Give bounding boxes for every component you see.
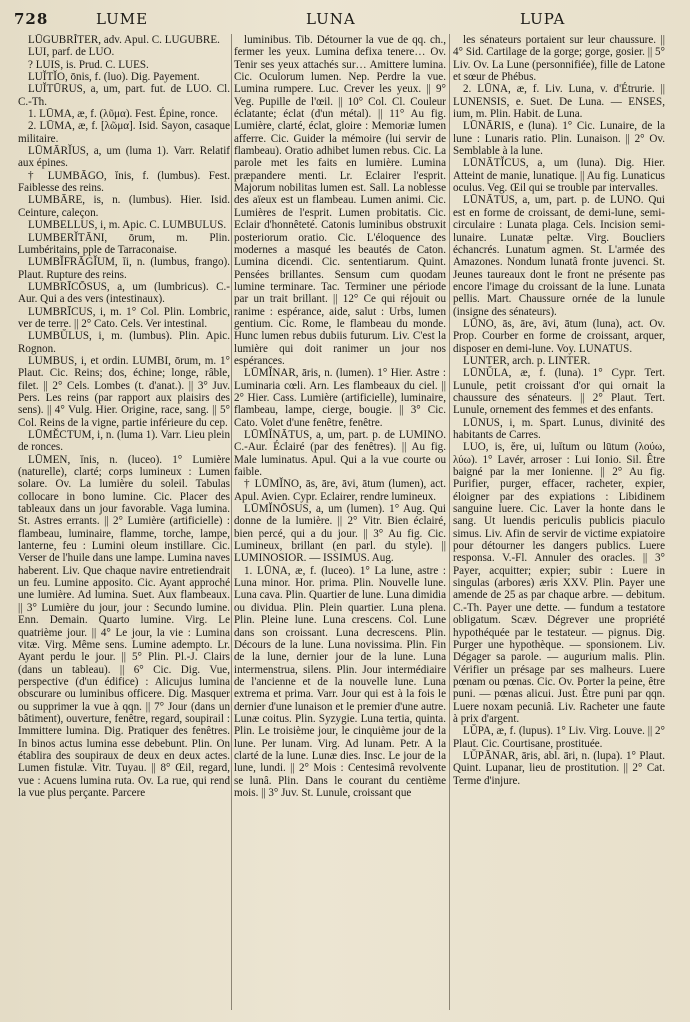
column-divider [449, 34, 450, 1010]
entry-luna-2: 2. LŪNA, æ, f. Liv. Luna, v. d'Étrurie. || LUNENSIS, e. Suet. De Luna. — ENSES, ium, m. Plin. Habit. de Luna. [453, 83, 665, 121]
entry-luitio: LUĬTĬO, ōnis, f. (luo). Dig. Payement. [28, 71, 200, 84]
entry-luno: LŪNO, ās, āre, āvi, ātum (luna), act. Ov. Prop. Courber en forme de croissant, arquer, disposer en demi-lune. Voy. LUNATUS. [453, 317, 665, 355]
entry-luis: ? LUIS, is. Prud. C. LUES. [28, 58, 149, 71]
guide-word-left: LUME [96, 10, 149, 28]
entry-lunatus: LŪNĀTUS, a, um, part. p. de LUNO. Qui est en forme de croissant, de demi-lune, semi-circulaire : Lunata plaga. Cels. Incision semi-lunaire. Lunatæ peltæ. Virg. Boucliers échancrés. Lunatum agmen. St. L'armée des Amazones. Nondum lunatâ fronte juvenci. St. Jeunes taureaux dont le front ne présente pas encore l'image du croissant de la lune. Lunata pellis. Mart. Chaussure ornée de la lunule (insigne des sénateurs). [453, 194, 665, 318]
entry-lumen-continued: luminibus. Tib. Détourner la vue de qq. ch., fermer les yeux. Lumina defixa tenere… Ov. Tenir ses yeux attachés sur… Amittere lumina. Cic. Oculorum lumen. Nep. Perdre la vue. Lumina rumpere. Luc. Crever les yeux. || 9° Veg. Pupille de l'œil. || 10° Col. Cl. Couleur éclatante; éclat (d'un métal). || 11° Au fig. Lumière, clarté, éclat, gloire : Memoriæ lumen afferre. Cic. Guider la mémoire (lui servir de flambeau). Oratio adhibet lumen rebus. Cic. La parole met les faits en lumière. Lumina præpandere menti. Lr. Eclairer l'esprit. Majorum nobilitas lumen est. Sall. La noblesse des aïeux est un flambeau. Lumen animi. Cic. Lumières de l'esprit. Lumen probitatis. Cic. Eclair d'honnêteté. Catonis luminibus obstruxit posteriorum oratio. Cic. L'éloquence des modernes a masqué les beautés de Caton. Lumina dicendi. Cic. sententiarum. Quint. Pensées brillantes. Sensum cum quodam lumine terminare. Tac. Terminer une période par un trait brillant. || 12° Ce qui réjouit ou ranime : espérance, aide, salut : Urbs, lumen gentium. Cic. Rome, le flambeau du monde. Hunc lumen rebus dubiis futurum. Liv. C'est la lumière qui doit ranimer un jour nos espérances. [234, 34, 446, 367]
entry-lumbifragium: LUMBĬFRĀGĬUM, ĭi, n. (lumbus, frango). Plaut. Rupture des reins. [18, 256, 230, 281]
entry-lupa: LŬPA, æ, f. (lupus). 1° Liv. Virg. Louve. || 2° Plaut. Cic. Courtisane, prostituée. [453, 725, 665, 750]
entry-luminar: LŪMĬNAR, āris, n. (lumen). 1° Hier. Astre : Luminaria cœli. Arn. Les flambeaux du ciel. || 2° Hier. Cass. Lumière (artificielle), luminaire, flambeau, lampe, cierge, bougie. || 3° Cic. Cato. Volet d'une fenêtre, fenêtre. [234, 367, 446, 429]
entry-lumbricosus: LUMBRĪCŌSUS, a, um (lumbricus). C.-Aur. Qui a des vers (intestinaux). [18, 280, 230, 306]
guide-word-right: LUPA [520, 10, 566, 28]
entry-lupanar: LŬPĀNAR, āris, abl. āri, n. (lupa). 1° Plaut. Quint. Lupanar, lieu de prostitution. || 2° Cat. Terme d'injure. [453, 749, 665, 787]
entry-lunaris: LŪNĀRIS, e (luna). 1° Cic. Lunaire, de la lune : Lunaris ratio. Plin. Lunaison. || 2° Ov. Semblable à la lune. [453, 120, 665, 158]
entry-lunter: LUNTER, arch. p. LINTER. [463, 354, 591, 367]
entry-lumino: † LŪMĬNO, ās, āre, āvi, ātum (lumen), act. Apul. Avien. Cypr. Eclairer, rendre lumineux. [234, 478, 446, 503]
column-middle [234, 34, 446, 1016]
entry-lunus: LŪNUS, i, m. Spart. Lunus, divinité des habitants de Carres. [453, 416, 665, 441]
entry-lumbricus: LUMBRĪCUS, i, m. 1° Col. Plin. Lombric, ver de terre. || 2° Cato. Cels. Ver intestinal. [18, 305, 230, 330]
guide-word-center: LUNA [306, 10, 356, 28]
entry-lunaticus: LŪNĀTĬCUS, a, um (luna). Dig. Hier. Atteint de manie, lunatique. || Au fig. Lunaticus oculus. Veg. Œil qui se trouble par intervalles. [453, 157, 665, 195]
entry-luminatus: LŪMĬNĀTUS, a, um, part. p. de LUMINO. C.-Aur. Éclairé (par des fenêtres). || Au fig. Male luminatus. Apul. Qui a la vue courte ou faible. [234, 429, 446, 479]
column-left [18, 34, 230, 1016]
running-header [0, 0, 690, 30]
entry-luma-2: 2. LŪMA, æ, f. [λῶμα]. Isid. Sayon, casaque militaire. [18, 120, 230, 145]
entry-lugubriter: LŪGUBRĬTER, adv. Apul. C. LUGUBRE. [28, 34, 220, 46]
entry-luminosus: LŪMĬNŌSUS, a, um (lumen). 1° Aug. Qui donne de la lumière. || 2° Vitr. Bien éclairé, bien percé, qui a du jour. || 3° Au fig. Cic. Lumineux, brillant (en parl. du style). || LUMINOSIOR. — ISSIMUS. Aug. [234, 503, 446, 565]
entry-lunula: LŪNŬLA, æ, f. (luna). 1° Cypr. Tert. Lunule, petit croissant d'or qui ornait la chaussure des sénateurs. || 2° Plaut. Tert. Lunule, ornement des femmes et des enfants. [453, 367, 665, 417]
entry-luna-1-continued: les sénateurs portaient sur leur chaussure. || 4° Sid. Cartilage de la gorge; gorge, gosier. || 5° Liv. Ov. La Lune (personnifiée), fille de Latone et sœur de Phébus. [453, 34, 665, 84]
entry-lumberitani: LUMBERĬTĀNI, ōrum, m. Plin. Lumbéritains, pple de Tarraconaise. [18, 231, 230, 256]
column-divider [231, 34, 232, 1010]
entry-luma-1: 1. LŪMA, æ, f. (λῦμα). Fest. Épine, ronce. [28, 108, 218, 121]
entry-luna-1: 1. LŪNA, æ, f. (luceo). 1° La lune, astre : Luna minor. Hor. prima. Plin. Nouvelle lune. Luna cava. Plin. Quartier de lune. Luna dimidia ou dividua. Plin. Plein quartier. Luna plena. Plin. Pleine lune. Luna crescens. Col. Lune dans son croissant. Luna decrescens. Plin. Décours de la lune. Luna novissima. Plin. Fin de la lune, dernier jour de la lune. Luna intermenstrua, silens. Plin. Jour intermédiaire de l'ancienne et de la nouvelle lune. Luna extrema et prima. Varr. Jour qui est à la fois le dernier d'une lunaison et le premier d'une autre. Lunæ coitus. Plin. Syzygie. Luna tertia, quinta. Plin. Le troisième jour, le cinquième jour de la lune. Per lunam. Virg. Ad lunam. Petr. A la clarté de la lune. Lunæ dies. Insc. Le jour de la lune, lundi. || 2° Mois : Centesimâ revolvente se lunâ. Plin. Dans le courant du centième mois. || 3° Juv. St. Lunule, croissant que [234, 564, 446, 799]
entry-lumbulus: LUMBŬLUS, i, m. (lumbus). Plin. Apic. Rognon. [18, 330, 230, 355]
entry-luiturus: LUĬTŪRUS, a, um, part. fut. de LUO. Cl. C.-Th. [18, 83, 230, 108]
entry-lumen: LŪMEN, ĭnis, n. (luceo). 1° Lumière (naturelle), clarté; corps lumineux : Lumen solare. Ov. La lumière du soleil. Tabulas collocare in bono lumine. Cic. Placer des tableaux dans un jour favorable. Vaga lumina. St. Astres errants. || 2° Lumière (artificielle) : flambeau, luminaire, flamme, torche, lampe, lanterne, feu : Lumini oleum instillare. Cic. Verser de l'huile dans une lampe. Lumina naves haberent. Liv. Que chaque navire entretiendrait un feu. Lumine apposito. Cic. Ayant approché une lumière. Ad lumina. Suet. Aux flambeaux. || 3° Lumière du jour, jour : Secundo lumine. Enn. Demain. Quarto lumine. Virg. Le quatrième jour. || 4° Le jour, la vie : Lumina vitæ. Virg. Même sens. Lumine adempto. Lr. Ayant perdu le jour. || 5° Plin. Pl.-J. Clairs (dans un tableau). || 6° Cic. Dig. Vue, perspective (d'un édifice) : Alicujus lumina obscurare ou luminibus officere. Dig. Masquer ou supprimer la vue à qqn. || 7° Jour (dans un bâtiment), ouverture, fenêtre, regard, soupirail : Immittere lumina. Dig. Pratiquer des fenêtres. In binos actus lumina esse debebunt. Plin. On établira des soupiraux de deux en deux actes. Lumen fistulæ. Vitr. Tuyau. || 8° Œil, regard, vue : Acuens lumina ruta. Ov. La rue, qui rend la vue plus perçante. Parcere [18, 453, 230, 799]
entry-lumbare: LUMBĀRE, is, n. (lumbus). Hier. Isid. Ceinture, caleçon. [18, 194, 230, 219]
entry-lumbago: † LUMBĀGO, ĭnis, f. (lumbus). Fest. Faiblesse des reins. [18, 169, 230, 195]
entry-lumarius: LŪMĀRĬUS, a, um (luma 1). Varr. Relatif aux épines. [18, 145, 230, 170]
entry-luo: LUO, is, ĕre, ui, luĭtum ou lūtum (λούω, λύω). 1° Lavér, arroser : Lui Ionio. Sil. Être baigné par la mer Ionienne. || 2° Au fig. Purifier, purger, effacer, racheter, expier, éloigner par des expiations : Libidinem sanguine luere. Cic. Laver la honte dans le sang. Ut luendis periculis publicis piaculo simus. Liv. Afin de servir de victime expiatoire pour détourner les dangers publics. Luere responsa. V.-Fl. Annuler des oracles. || 3° Payer, acquitter; expier; subir : Luere in singulas (arbores) æris XXV. Plin. Payer une amende de 25 as par chaque arbre. — debitum. C.-Th. Payer une dette. — fundum a testatore obligatum. Scæv. Dégrever une propriété hypothéquée par le testateur. — pignus. Dig. Purger une hypothèque. — sponsionem. Liv. Dégager sa parole. — augurium malis. Plin. Vérifier un présage par ses malheurs. Luere pœnam ou pœnas. Cic. Ov. Porter la peine, être puni. — pœnas alicui. Just. Être puni par qqn. Luere noxam pecuniâ. Liv. Racheter une faute à prix d'argent. [453, 441, 665, 725]
entry-lumbus: LUMBUS, i, et ordin. LUMBI, ōrum, m. 1° Plaut. Cic. Reins; dos, échine; longe, râble, filet. || 2° Cels. Lombes (t. d'anat.). || 3° Juv. Pers. Les reins (par rapport aux plaisirs des sens). || 4° Vulg. Hier. Origine, race, sang. || 5° Col. Reins de la vigne, partie inférieure du cep. [18, 354, 230, 429]
entry-lui: LUI, parf. de LUO. [28, 46, 115, 59]
entry-lumbellus: LUMBELLUS, i, m. Apic. C. LUMBULUS. [28, 219, 227, 232]
entry-lumectum: LŪMĔCTUM, i, n. (luma 1). Varr. Lieu plein de ronces. [18, 429, 230, 454]
column-right [453, 34, 665, 1016]
page-number: 728 [14, 10, 49, 28]
